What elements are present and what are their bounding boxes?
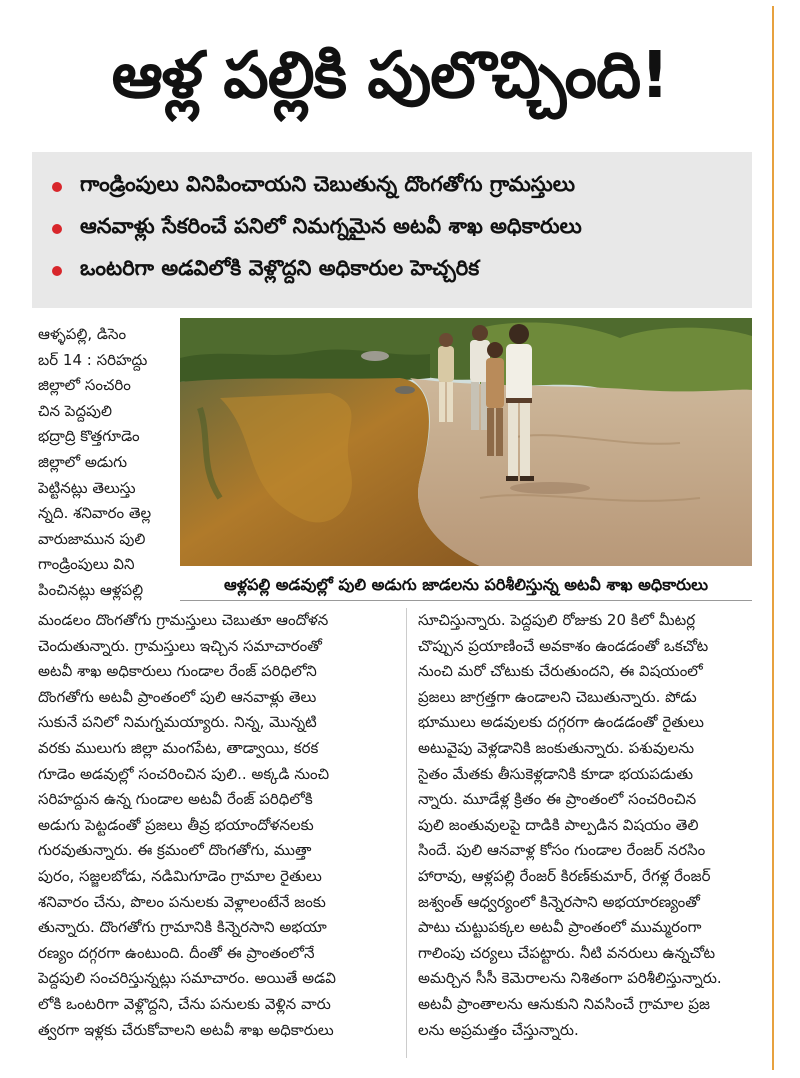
article-line: గాండ్రింపులు విని <box>38 555 135 574</box>
article-line: గూడెం అడవుల్లో సంచరించిన పులి.. అక్కడి నుంచి <box>38 764 330 783</box>
article-line: జశ్వంత్ ఆధ్వర్యంలో కిన్నెరసాని అభయారణ్యంతో <box>418 892 700 911</box>
article-line: చిన పెద్దపులి <box>38 401 113 420</box>
article-line: సరిహద్దున ఉన్న గుండాల అటవీ రేంజ్ పరిధిలోకి <box>38 790 313 809</box>
headline: ఆళ్ల పల్లికి పులొచ్చింది! <box>111 39 669 113</box>
officer-figure <box>506 324 534 481</box>
article-line: చొప్పున ప్రయాణించే అవకాశం ఉండడంతో ఒకచోట <box>418 636 709 655</box>
article-line: వరకు ములుగు జిల్లా మంగపేట, తాడ్వాయి, కరక <box>38 738 319 757</box>
bullet-dot-icon <box>52 224 62 234</box>
article-left-column <box>38 608 396 1043</box>
article-line: నుంచి మరో చోటుకు చేరుతుందని, ఈ విషయంలో <box>418 662 703 681</box>
article-line: సిందే. పులి ఆనవాళ్ల కోసం గుండాల రేంజర్ నరసిం <box>418 841 706 860</box>
article-line: ప్రజలు జాగ్రత్తగా ఉండాలని చెబుతున్నారు. పోడు <box>418 687 697 706</box>
article-line: పెట్టినట్లు తెలుస్తు <box>38 478 136 497</box>
article-line: బర్ 14 : సరిహద్దు <box>38 350 148 369</box>
article-line: అటవీ శాఖ అధికారులు గుండాల రేంజ్ పరిధిలోని <box>38 662 317 681</box>
news-photo <box>180 318 752 566</box>
article-line: సైతం మేతకు తీసుకెళ్లడానికి కూడా భయపడుతు <box>418 764 694 783</box>
article-line: అమర్చిన సీసీ కెమెరాలను నిశితంగా పరిశీలిస్తున్నారు. <box>418 969 722 988</box>
photo-caption: ఆళ్లపల్లి అడవుల్లో పులి అడుగు జాడలను పరిశీలిస్తున్న అటవీ శాఖ అధికారులు <box>180 570 752 601</box>
article-line: జిల్లాలో సంచరిం <box>38 376 131 395</box>
article-line: సూచిస్తున్నారు. పెద్దపులి రోజుకు 20 కిలో మీటర్ల <box>418 611 696 629</box>
article-line: పించినట్లు ఆళ్లపల్లి <box>38 580 144 599</box>
highlight-item <box>52 208 752 250</box>
article-intro-column <box>38 322 172 604</box>
article-line: అటవీ ప్రాంతాలను ఆనుకుని నివసించే గ్రామాల ప్రజ <box>418 994 711 1013</box>
highlight-item <box>52 166 752 208</box>
bullet-dot-icon <box>52 266 62 276</box>
article-line: జిల్లాలో అడుగు <box>38 452 128 471</box>
article-line: భూములు అడవులకు దగ్గరగా ఉండడంతో రైతులు <box>418 713 704 732</box>
highlight-text: ఒంటరిగా అడవిలోకి వెళ్లొద్దని అధికారుల హెచ్చరిక <box>80 256 480 280</box>
highlight-text: గాండ్రింపులు వినిపించాయని చెబుతున్న దొంగతోగు గ్రామస్తులు <box>80 172 575 196</box>
article-line: పురం, సజ్జలబోడు, నడిమిగూడెం గ్రామాల రైతులు <box>38 866 322 885</box>
article-line: హారావు, ఆళ్లపల్లి రేంజర్ కిరణ్‌కుమార్, రేగళ్ల రేంజర్ <box>418 866 711 885</box>
article-line: పాటు చుట్టుపక్కల అటవీ ప్రాంతంలో ముమ్మరంగా <box>418 918 702 937</box>
article-right-column <box>418 608 752 1043</box>
highlights-box <box>32 152 752 308</box>
article-line: గాలింపు చర్యలు చేపట్టారు. నీటి వనరులు ఉన్నచోట <box>418 943 716 962</box>
article-line: శనివారం చేను, పొలం పనులకు వెళ్లాలంటేనే జంకు <box>38 892 326 911</box>
article-line: దొంగతోగు అటవీ ప్రాంతంలో పులి ఆనవాళ్లు తెలు <box>38 687 317 706</box>
column-divider <box>406 608 407 1058</box>
article-line: అటువైపు వెళ్లడానికి జంకుతున్నారు. పశువులను <box>418 738 695 757</box>
article-line: తున్నారు. దొంగతోగు గ్రామానికి కిన్నెరసాని అభయా <box>38 918 327 937</box>
article-line: వారుజామున పులి <box>38 529 146 548</box>
article-line: పెద్దపులి సంచరిస్తున్నట్లు సమాచారం. అయితే అడవి <box>38 969 336 988</box>
article-line: పులి జంతువులపై దాడికి పాల్పడిన విషయం తెలి <box>418 815 699 834</box>
bullet-dot-icon <box>52 182 62 192</box>
forest-officials-photo <box>180 318 752 566</box>
article-line: రణ్యం దగ్గరగా ఉంటుంది. దీంతో ఈ ప్రాంతంలోనే <box>38 943 315 962</box>
article-line: లను అప్రమత్తం చేస్తున్నారు. <box>418 1020 579 1039</box>
article-line: న్నారు. మూడేళ్ల క్రితం ఈ ప్రాంతంలో సంచరించిన <box>418 790 697 809</box>
article-line: భద్రాద్రి కొత్తగూడెం <box>38 427 140 446</box>
article-line: లోకి ఒంటరిగా వెళ్లొద్దని, చేను పనులకు వెళ్లిన వారు <box>38 994 331 1013</box>
article-line: సుకునే పనిలో నిమగ్నమయ్యారు. నిన్న, మొన్నటి <box>38 713 317 732</box>
article-line: త్వరగా ఇళ్లకు చేరుకోవాలని అటవీ శాఖ అధికారులు <box>38 1020 334 1039</box>
article-line: చెందుతున్నారు. గ్రామస్తులు ఇచ్చిన సమాచారంతో <box>38 636 322 655</box>
highlight-item <box>52 250 752 292</box>
article-line: న్నది. శనివారం తెల్ల <box>38 504 152 523</box>
article-line: అడుగు పెట్టడంతో ప్రజలు తీవ్ర భయాందోళనలకు <box>38 815 314 834</box>
article-line: గురవుతున్నారు. ఈ క్రమంలో దొంగతోగు, ముత్తా <box>38 841 312 860</box>
article-line: ఆళ్ళపల్లి, డిసెం <box>38 325 127 343</box>
highlight-text: ఆనవాళ్లు సేకరించే పనిలో నిమగ్నమైన అటవీ శాఖ అధికారులు <box>80 214 582 238</box>
article-line: మండలం దొంగతోగు గ్రామస్తులు చెబుతూ ఆందోళన <box>38 611 329 629</box>
